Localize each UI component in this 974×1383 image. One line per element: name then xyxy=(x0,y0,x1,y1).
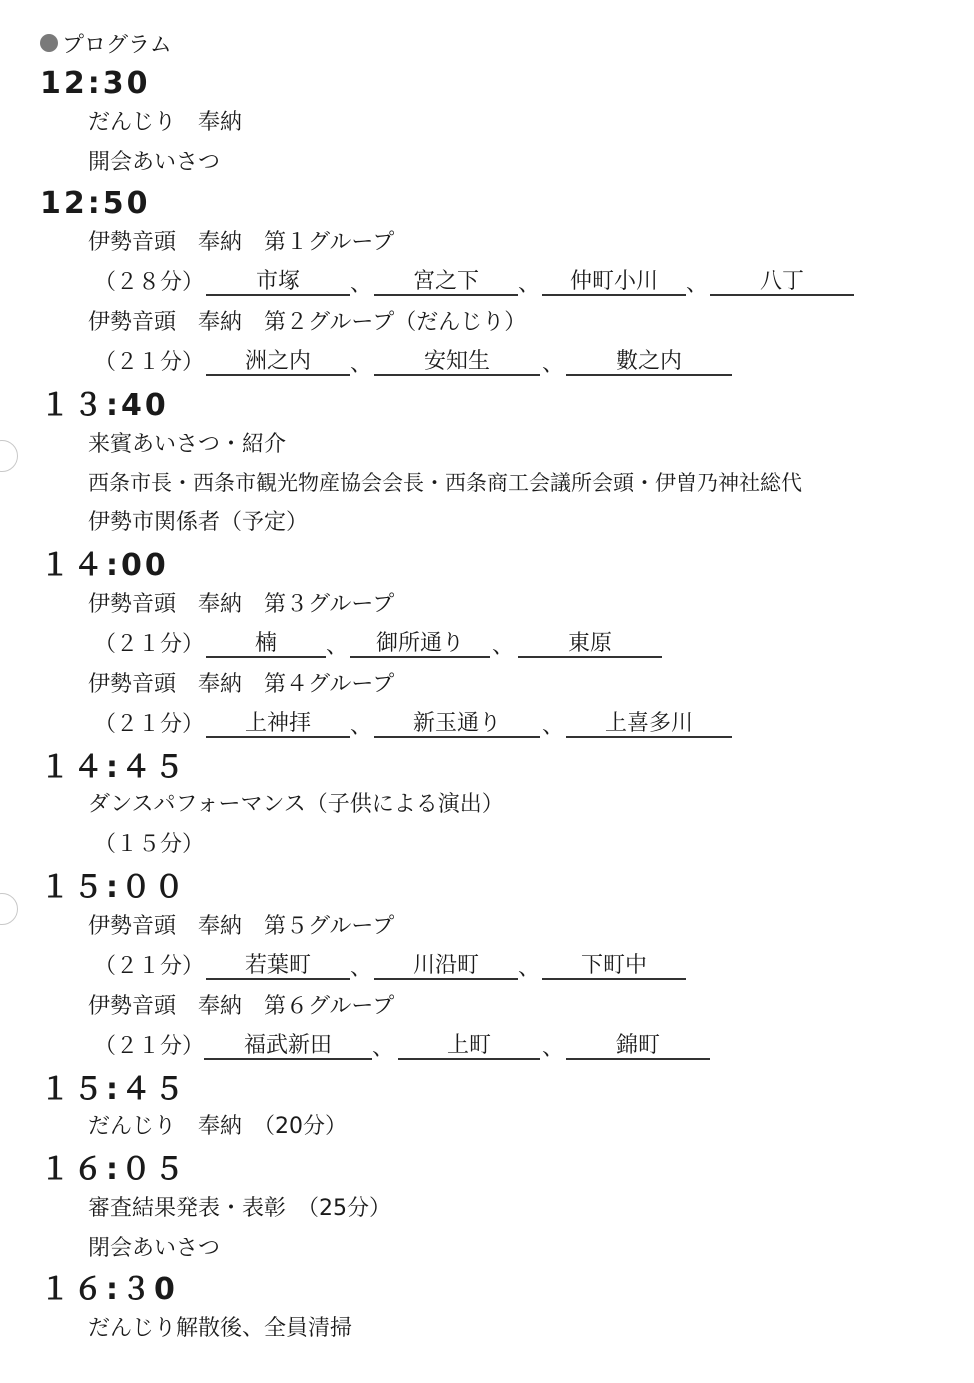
member-name: 錦町 xyxy=(566,1032,710,1060)
member-name: 福武新田 xyxy=(204,1032,372,1060)
member-name: 安知生 xyxy=(374,348,540,376)
separator: 、 xyxy=(542,1036,565,1061)
time-heading: １５:４５ xyxy=(40,1072,187,1107)
group-title: 伊勢音頭 奉納 第１グループ xyxy=(88,230,395,255)
member-name: 楠 xyxy=(206,630,326,658)
time-heading: １４:４５ xyxy=(40,750,187,785)
group-title: 伊勢音頭 奉納 第３グループ xyxy=(88,592,395,617)
time-heading: １６:０５ xyxy=(40,1152,187,1187)
program-item: 来賓あいさつ・紹介 xyxy=(88,432,287,457)
member-name: 上町 xyxy=(398,1032,540,1060)
time-heading: １３:40 xyxy=(40,388,169,423)
punch-hole-mark xyxy=(0,893,18,925)
separator: 、 xyxy=(492,634,515,659)
member-name: 新玉通り xyxy=(374,710,540,738)
time-heading: １５:００ xyxy=(40,870,187,905)
member-name: 御所通り xyxy=(350,630,490,658)
member-name: 洲之内 xyxy=(206,348,350,376)
program-item: だんじり 奉納 xyxy=(88,110,243,135)
group-duration: （２１分） xyxy=(94,350,205,375)
member-name: 川沿町 xyxy=(374,952,518,980)
member-name: 市塚 xyxy=(206,268,350,296)
group-duration: （２１分） xyxy=(94,954,205,979)
separator: 、 xyxy=(350,714,373,739)
separator: 、 xyxy=(350,272,373,297)
program-item: ダンスパフォーマンス（子供による演出） xyxy=(88,792,504,817)
time-heading: 12:30 xyxy=(40,66,151,101)
member-name: 宮之下 xyxy=(374,268,518,296)
separator: 、 xyxy=(350,956,373,981)
program-item: だんじり解散後、全員清掃 xyxy=(88,1316,353,1341)
group-duration: （２１分） xyxy=(94,632,205,657)
member-name: 下町中 xyxy=(542,952,686,980)
time-heading: 12:50 xyxy=(40,186,151,221)
separator: 、 xyxy=(686,272,709,297)
separator: 、 xyxy=(350,352,373,377)
program-item: 閉会あいさつ xyxy=(88,1236,221,1261)
group-duration: （２８分） xyxy=(94,270,205,295)
program-heading xyxy=(40,28,172,58)
separator: 、 xyxy=(518,956,541,981)
group-title: 伊勢音頭 奉納 第５グループ xyxy=(88,914,395,939)
separator: 、 xyxy=(372,1036,395,1061)
group-title: 伊勢音頭 奉納 第２グループ（だんじり） xyxy=(88,310,527,335)
time-heading: １４:00 xyxy=(40,548,169,583)
member-name: 若葉町 xyxy=(206,952,350,980)
group-duration: （２１分） xyxy=(94,1034,205,1059)
member-name: 八丁 xyxy=(710,268,854,296)
program-heading-text: プログラム xyxy=(62,32,172,58)
member-name: 東原 xyxy=(518,630,662,658)
group-duration: （２１分） xyxy=(94,712,205,737)
program-item: 開会あいさつ xyxy=(88,150,221,175)
bullet-icon xyxy=(40,34,58,52)
separator: 、 xyxy=(542,714,565,739)
member-name: 數之内 xyxy=(566,348,732,376)
separator: 、 xyxy=(542,352,565,377)
member-name: 上神拝 xyxy=(206,710,350,738)
program-item: 伊勢市関係者（予定） xyxy=(88,510,309,535)
punch-hole-mark xyxy=(0,440,18,472)
program-item: 審査結果発表・表彰 （25分） xyxy=(88,1196,391,1221)
separator: 、 xyxy=(326,634,349,659)
group-title: 伊勢音頭 奉納 第６グループ xyxy=(88,994,395,1019)
guest-list: 西条市長・西条市観光物産協会会長・西条商工会議所会頭・伊曽乃神社総代 xyxy=(88,471,802,495)
member-name: 仲町小川 xyxy=(542,268,686,296)
program-item-duration: （１５分） xyxy=(94,832,205,857)
member-name: 上喜多川 xyxy=(566,710,732,738)
separator: 、 xyxy=(518,272,541,297)
program-item: だんじり 奉納 （20分） xyxy=(88,1114,347,1139)
group-title: 伊勢音頭 奉納 第４グループ xyxy=(88,672,395,697)
time-heading: １６:３0 xyxy=(40,1272,178,1307)
